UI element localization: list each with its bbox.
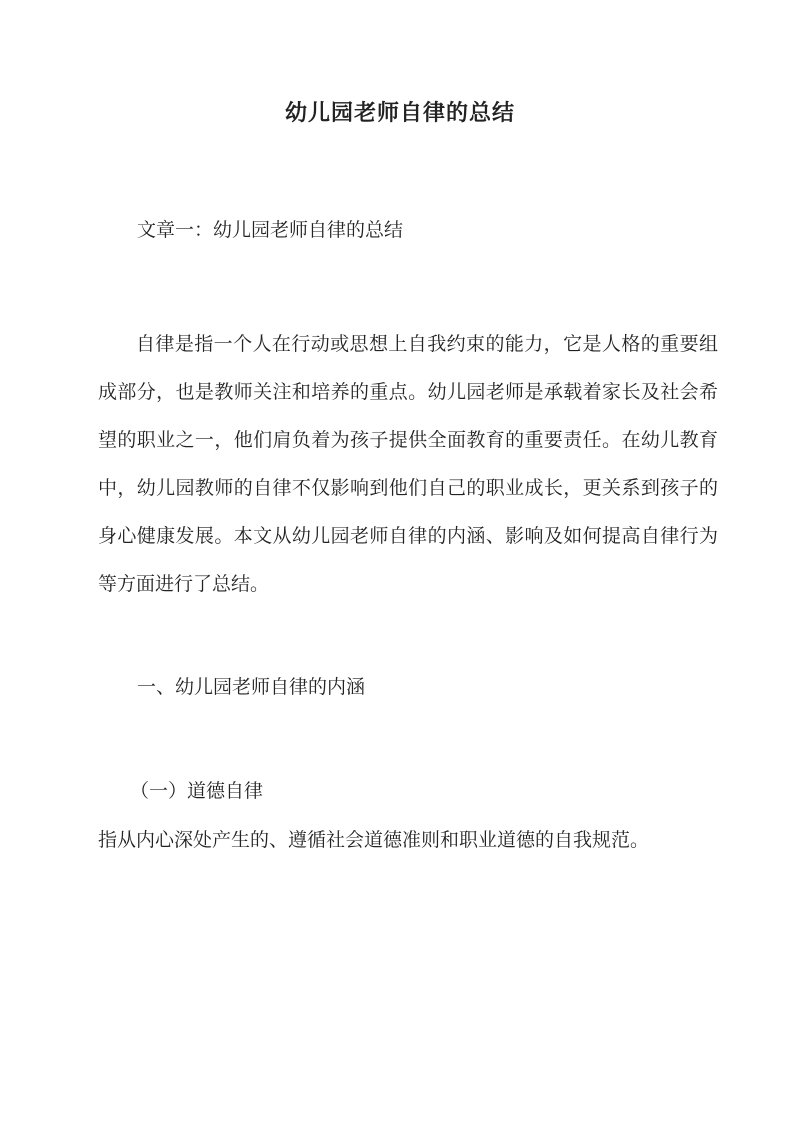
document-title: 幼儿园老师自律的总结 [284, 100, 515, 126]
intro-paragraph: 自律是指一个人在行动或思想上自我约束的能力，它是人格的重要组成部分，也是教师关注和培养的重点。幼儿园老师是承载着家长及社会希望的职业之一，他们肩负着为孩子提供全面教育的重要责任。在幼儿教育中，幼儿园教师的自律不仅影响到他们自己的职业成长，更关系到孩子的身心健康发展。本文从幼儿园老师自律的内涵、影响及如何提高自律行为等方面进行了总结。 [98, 333, 718, 595]
section-heading: 一、幼儿园老师自律的内涵 [137, 676, 366, 698]
subsection-heading: （一）道德自律 [130, 780, 264, 802]
article-heading: 文章一：幼儿园老师自律的总结 [137, 219, 404, 241]
subsection-paragraph: 指从内心深处产生的、遵循社会道德准则和职业道德的自我规范。 [98, 829, 650, 851]
